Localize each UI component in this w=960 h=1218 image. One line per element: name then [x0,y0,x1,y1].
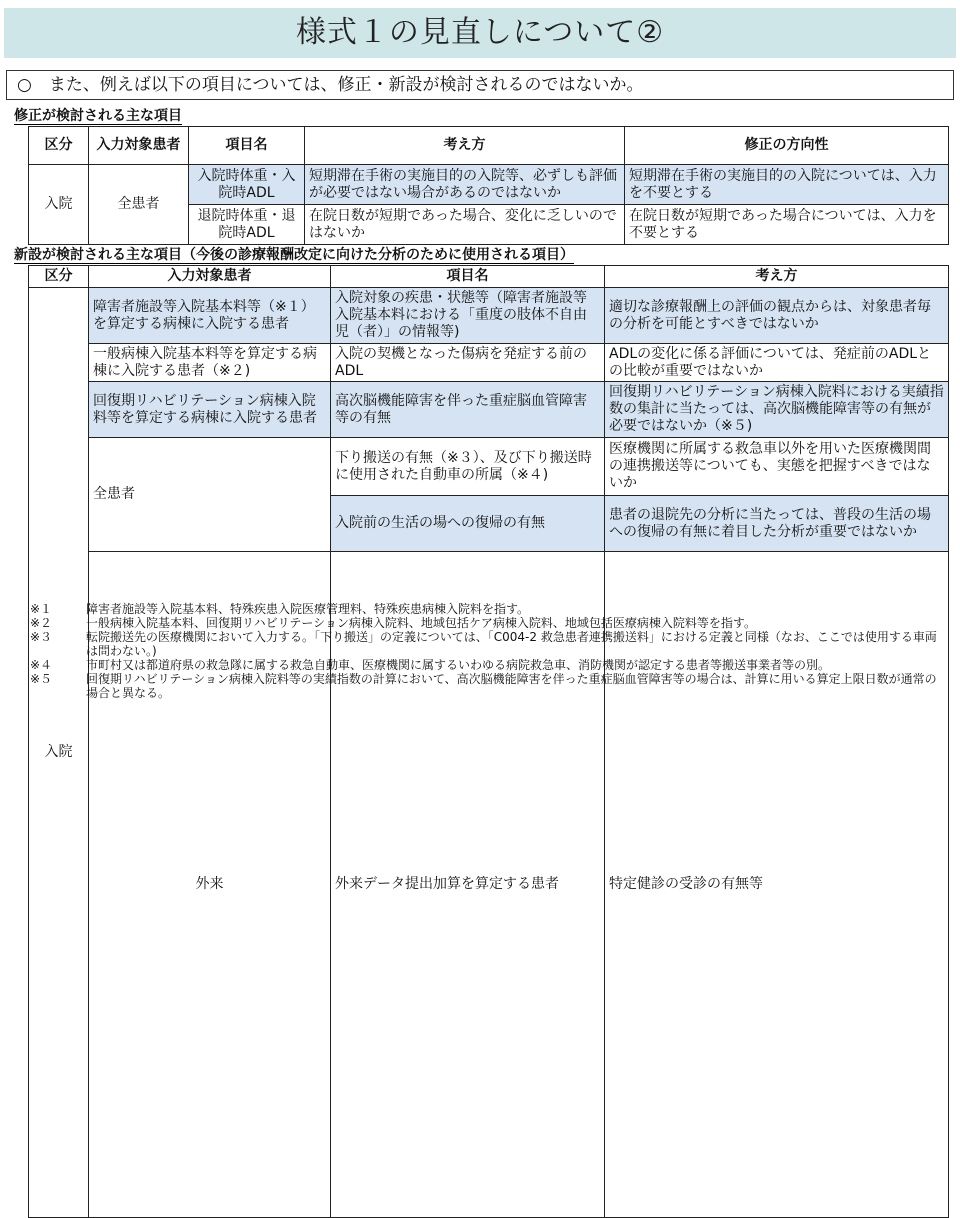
footnote [30,602,945,616]
item-cell: 高次脳機能障害を伴った重症脳血管障害等の有無 [331,382,605,438]
page-title: 様式１の見直しについて② [295,15,665,50]
header-reason: 考え方 [305,127,625,165]
item-cell: 特定健診の受診の有無等 [605,552,949,1218]
reason-cell: 回復期リハビリテーション病棟入院料における実績指数の集計に当たっては、高次脳機能障害等の有無が必要ではないか（※５) [605,382,949,438]
patient-cell: 外来データ提出加算を算定する患者 [331,552,605,1218]
patient-cell: 回復期リハビリテーション病棟入院料等を算定する病棟に入院する患者 [89,382,331,438]
intro-box: ○ また、例えば以下の項目については、修正・新設が検討されるのではないか。 [6,70,954,100]
footnote-mark: ※１ [30,602,53,616]
direction-cell: 在院日数が短期であった場合については、入力を不要とする [625,205,949,245]
footnote [30,658,945,672]
revision-table [28,126,949,245]
item-cell: 退院時体重・退院時ADL [189,205,305,245]
footnote-text: 障害者施設等入院基本料、特殊疾患入院医療管理料、特殊疾患病棟入院料を指す。 [86,602,530,616]
reason-cell: 適切な診療報酬上の評価の観点からは、対象患者毎の分析を可能とすべきではないか [605,288,949,344]
footnote-mark: ※５ [30,672,53,686]
kubun-cell: 入院 [29,165,89,245]
item-cell: 入院時体重・入院時ADL [189,165,305,205]
footnote [30,616,945,630]
direction-cell: 短期滞在手術の実施目的の入院については、入力を不要とする [625,165,949,205]
footnote-text: 市町村又は都道府県の救急隊に属する救急自動車、医療機関に属するいわゆる病院救急車、消防機関が認定する患者等搬送事業者等の別。 [86,658,831,672]
section-label-revision: 修正が検討される主な項目 [14,108,182,124]
title-bar [4,8,956,58]
section-label-new: 新設が検討される主な項目（今後の診療報酬改定に向けた分析のために使用される項目） [14,247,574,263]
header-direction: 修正の方向性 [625,127,949,165]
kubun-cell-outpatient: 外来 [89,552,331,1218]
footnote-text: 回復期リハビリテーション病棟入院料等の実績指数の計算において、高次脳機能障害を伴った重症脳血管障害等の場合は、計算に用いる算定上限日数が通常の場合と異なる。 [86,672,937,700]
header-patient: 入力対象患者 [89,266,331,288]
reason-cell: ADLの変化に係る評価については、発症前のADLとの比較が重要ではないか [605,344,949,382]
footnote-mark: ※４ [30,658,53,672]
patient-cell: 障害者施設等入院基本料等（※１）を算定する病棟に入院する患者 [89,288,331,344]
header-patient: 入力対象患者 [89,127,189,165]
item-cell: 入院前の生活の場への復帰の有無 [331,496,605,552]
reason-cell: 短期滞在手術の実施目的の入院等、必ずしも評価が必要ではない場合があるのではないか [305,165,625,205]
item-cell: 入院の契機となった傷病を発症する前のADL [331,344,605,382]
header-item: 項目名 [331,266,605,288]
header-kubun: 区分 [29,266,89,288]
header-reason: 考え方 [605,266,949,288]
footnotes [30,602,945,700]
item-cell: 入院対象の疾患・状態等（障害者施設等入院基本料における「重度の肢体不自由児（者）」の情報等) [331,288,605,344]
header-item: 項目名 [189,127,305,165]
footnote-text: 転院搬送先の医療機関において入力する。「下り搬送」の定義については、「C004-2 救急患者連携搬送料」における定義と同様（なお、ここでは使用する車両は問わない。) [86,630,937,658]
footnote-text: 一般病棟入院基本料、回復期リハビリテーション病棟入院料、地域包括ケア病棟入院料、地域包括医療病棟入院料等を指す。 [86,616,756,630]
reason-cell: 在院日数が短期であった場合、変化に乏しいのではないか [305,205,625,245]
patient-cell-all: 全患者 [89,438,331,552]
item-cell: 下り搬送の有無（※３）、及び下り搬送時に使用された自動車の所属（※４) [331,438,605,496]
header-kubun: 区分 [29,127,89,165]
footnote-mark: ※２ [30,616,53,630]
kubun-cell-inpatient: 入院 [29,288,89,1218]
footnote-mark: ※３ [30,630,53,644]
reason-cell: 患者の退院先の分析に当たっては、普段の生活の場への復帰の有無に着目した分析が重要ではないか [605,496,949,552]
patient-cell: 一般病棟入院基本料等を算定する病棟に入院する患者（※２) [89,344,331,382]
reason-cell: 医療機関に所属する救急車以外を用いた医療機関間の連携搬送等についても、実態を把握すべきではないか [605,438,949,496]
footnote [30,630,945,658]
patient-cell: 全患者 [89,165,189,245]
new-items-table [28,265,949,1218]
footnote [30,672,945,700]
